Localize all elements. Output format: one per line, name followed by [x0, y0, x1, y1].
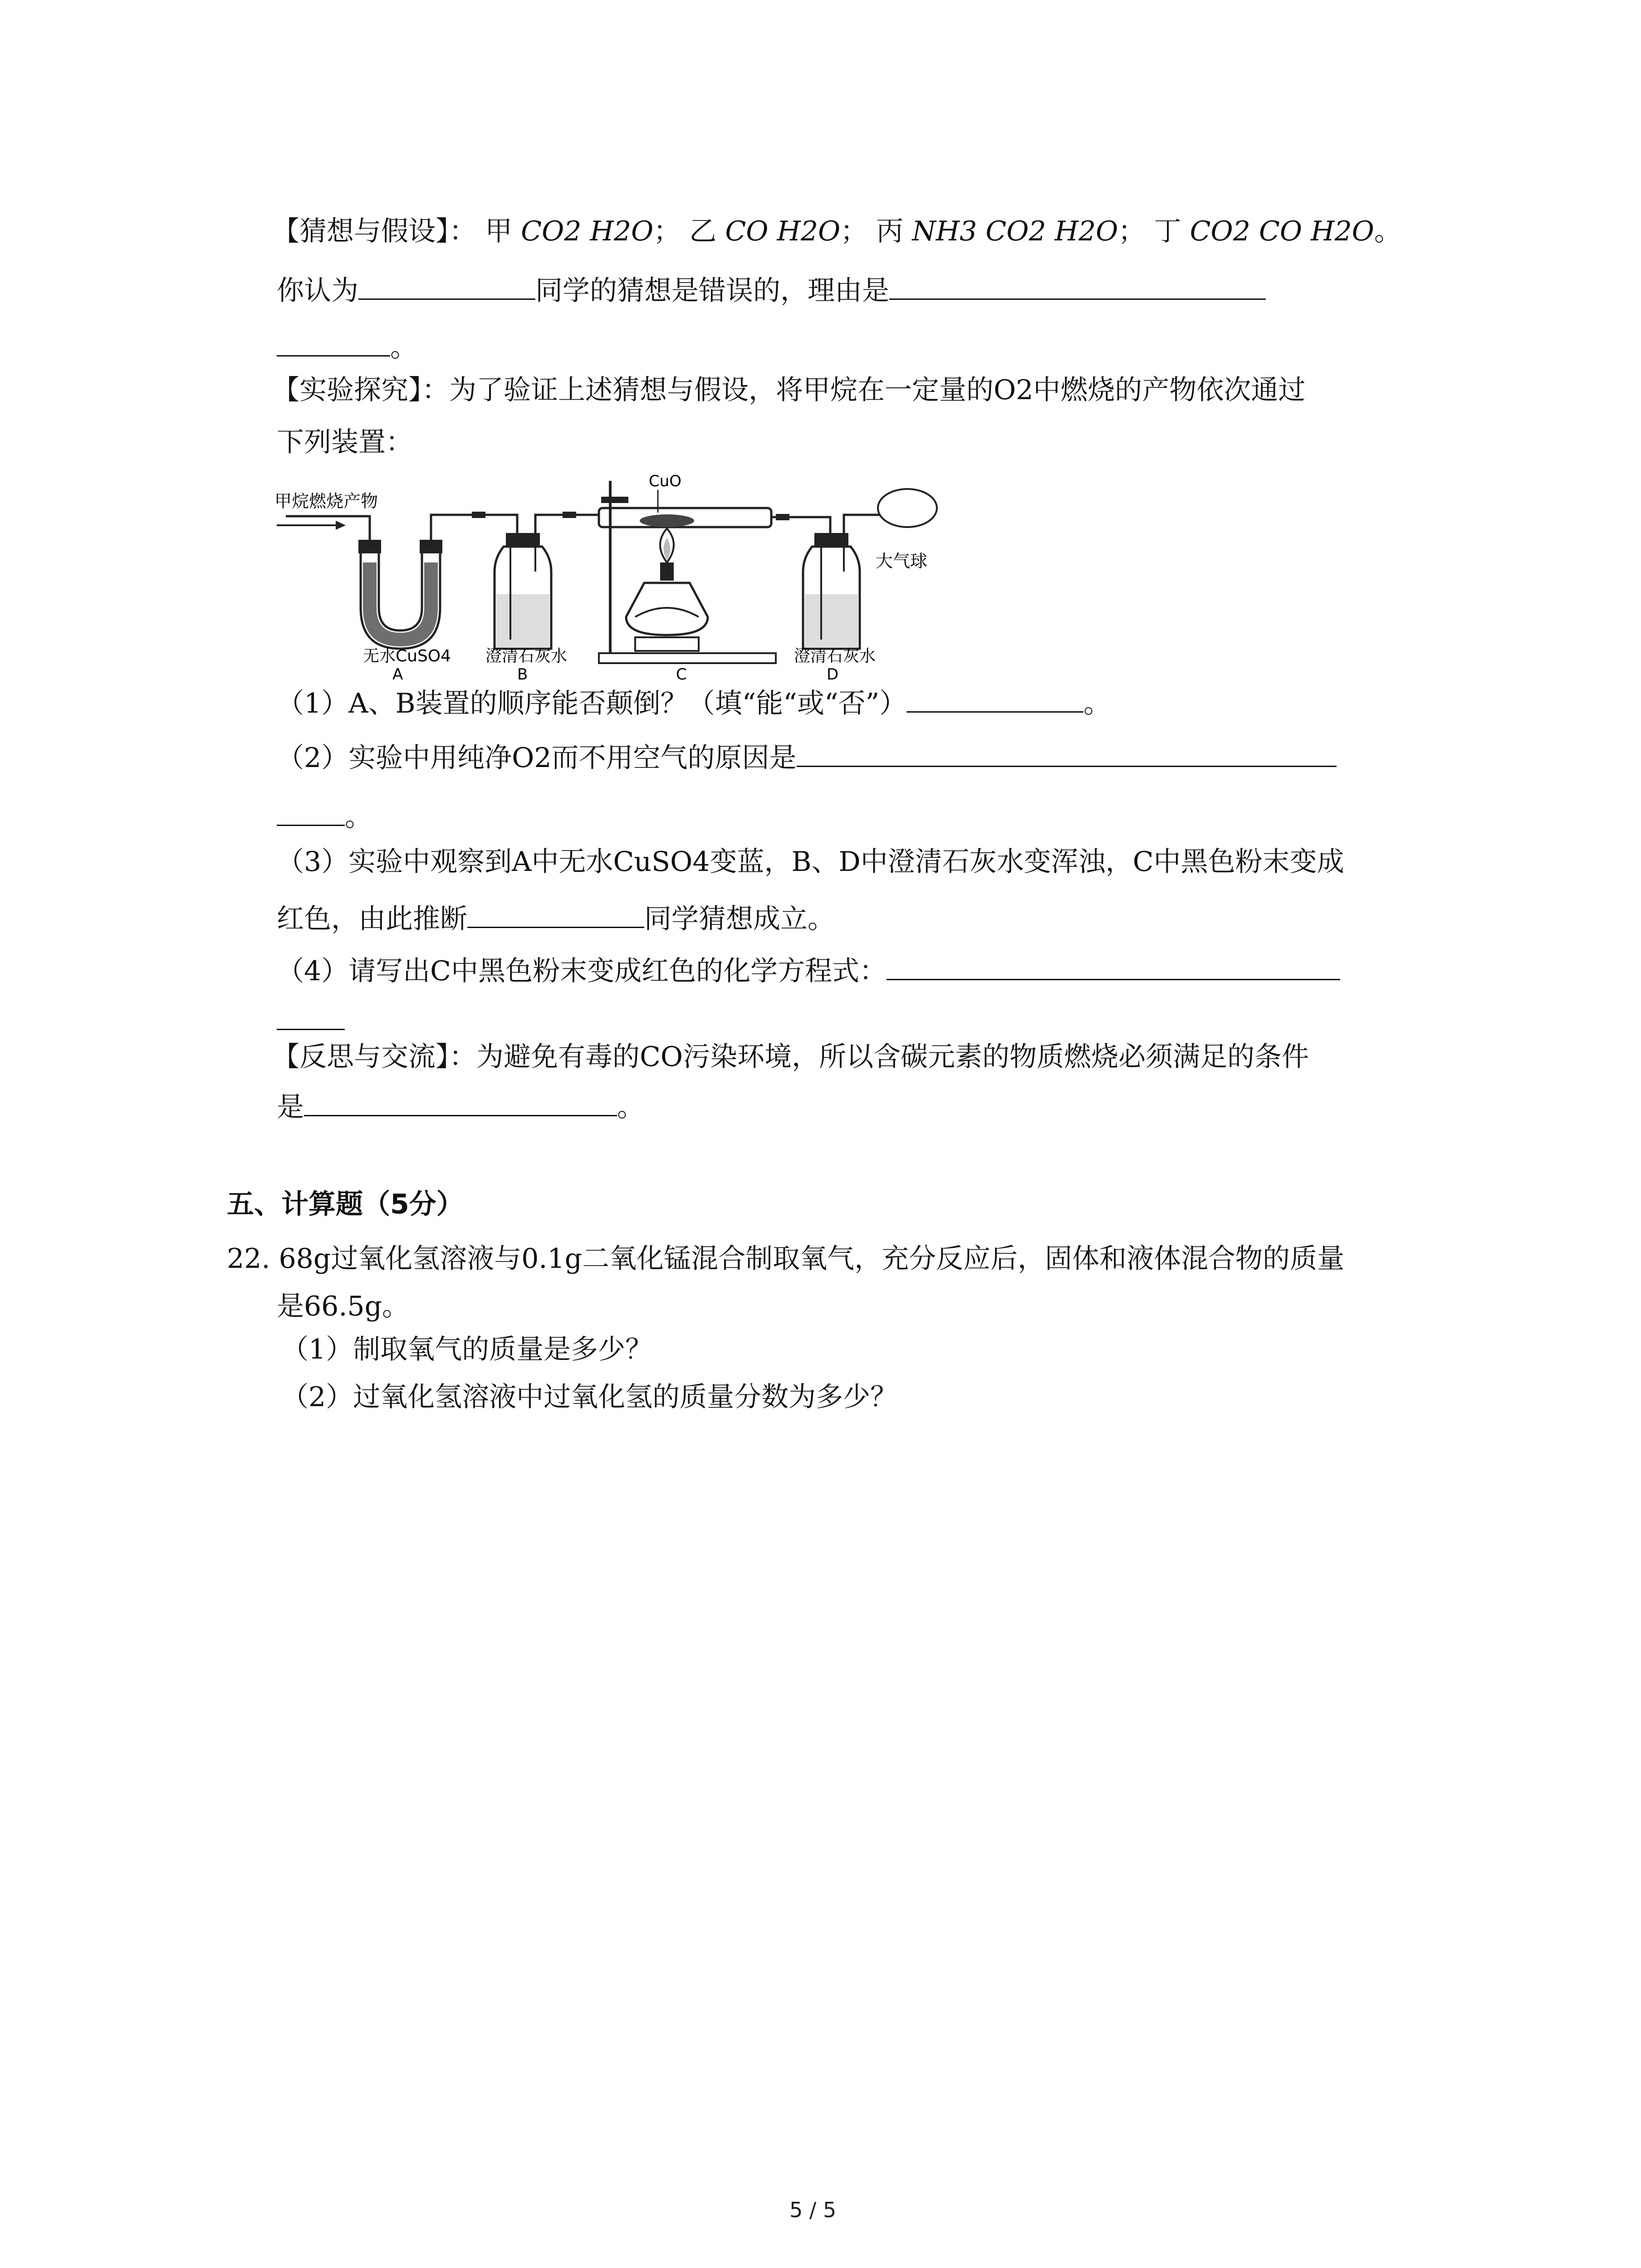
reflection-line-2 [277, 1089, 644, 1125]
answer-blank-q2-cont[interactable] [277, 798, 345, 826]
question-4 [277, 953, 1340, 989]
question-1-end: 。 [1083, 688, 1111, 719]
question-2-cont [277, 798, 372, 835]
question-2-end: 。 [345, 801, 372, 833]
experiment-heading-2: 下列装置： [277, 426, 413, 458]
question-3-b-text: 红色，由此推断 [277, 903, 467, 935]
bottle-d [803, 533, 860, 649]
question-4-cont [277, 1002, 345, 1039]
letter-a: A [392, 665, 403, 684]
question-3-b [277, 900, 835, 937]
apparatus-diagram [272, 472, 944, 685]
question-1-text: （1）A、B装置的顺序能否颠倒？（填“能“或“否”） [277, 688, 907, 719]
answer-blank-reason[interactable] [889, 272, 1266, 300]
answer-blank-reason-cont[interactable] [277, 329, 390, 357]
hypothesis-jia-label: 甲 [485, 215, 513, 247]
hypothesis-question-mid: 同学的猜想是错误的，理由是 [535, 275, 889, 307]
problem-22-sub-1: （1）制取氧气的质量是多少？ [281, 1334, 653, 1365]
hypothesis-end: 。 [1374, 215, 1401, 247]
reflection-end: 。 [617, 1091, 644, 1123]
hypothesis-bing-label: 丙 [876, 215, 904, 247]
answer-blank-q3[interactable] [467, 900, 644, 928]
inlet-label: 甲烷燃烧产物 [274, 491, 378, 511]
hypothesis-question-prefix: 你认为 [277, 275, 358, 307]
question-3-c-text: 同学猜想成立。 [644, 903, 835, 935]
question-1 [277, 685, 1111, 722]
hypothesis-heading: 【猜想与假设】： [272, 215, 476, 247]
hypothesis-line: 【猜想与假设】： 甲 CO2 H2O； 乙 CO H2O； 丙 NH3 CO2 H2O； 丁 CO2 CO H2O。 [272, 215, 1401, 247]
apparatus-c [599, 472, 776, 663]
answer-blank-reflection[interactable] [304, 1089, 617, 1116]
problem-22-line-a: 22. 68g过氧化氢溶液与0.1g二氧化锰混合制取氧气，充分反应后，固体和液体混合物的质量 [227, 1243, 1345, 1275]
u-tube-a [358, 540, 442, 649]
question-2-text: （2）实验中用纯净O2而不用空气的原因是 [277, 742, 797, 774]
letter-b: B [517, 665, 528, 684]
reagent-b: 澄清石灰水 [485, 647, 568, 665]
hypothesis-yi-formula: CO H2O [725, 215, 841, 247]
hypothesis-ding-formula: CO2 CO H2O [1190, 215, 1374, 247]
section-5-heading: 五、计算题（5分） [227, 1188, 464, 1220]
cuo-label: CuO [649, 472, 682, 490]
letter-c: C [676, 665, 687, 684]
reflection-line-2-text: 是 [277, 1091, 304, 1123]
problem-22-line-b: 是66.5g。 [277, 1290, 410, 1322]
hypothesis-question-cont [277, 329, 417, 366]
experiment-heading: 【实验探究】：为了验证上述猜想与假设，将甲烷在一定量的O2中燃烧的产物依次通过 [272, 374, 1306, 406]
page-number: 5 / 5 [789, 2198, 837, 2222]
answer-blank-q4-cont[interactable] [277, 1002, 345, 1030]
question-3-a: （3）实验中观察到A中无水CuSO4变蓝，B、D中澄清石灰水变浑浊，C中黑色粉末变成 [277, 846, 1344, 878]
hypothesis-question-end: 。 [390, 332, 417, 363]
reagent-d: 澄清石灰水 [794, 647, 876, 665]
answer-blank-q1[interactable] [906, 685, 1083, 713]
reagent-a: 无水CuSO4 [363, 647, 451, 665]
hypothesis-bing-formula: NH3 CO2 H2O [912, 215, 1118, 247]
hypothesis-question-line [277, 272, 1266, 309]
question-4-text: （4）请写出C中黑色粉末变成红色的化学方程式： [277, 955, 887, 987]
answer-blank-q4[interactable] [887, 953, 1340, 980]
hypothesis-jia-formula: CO2 H2O [521, 215, 654, 247]
inlet-arrow-icon [277, 521, 346, 530]
letter-d: D [827, 665, 839, 684]
hypothesis-yi-label: 乙 [689, 215, 717, 247]
balloon-label: 大气球 [876, 551, 928, 571]
balloon [878, 489, 937, 527]
hypothesis-ding-label: 丁 [1154, 215, 1181, 247]
reflection-line-1: 【反思与交流】：为避免有毒的CO污染环境，所以含碳元素的物质燃烧必须满足的条件 [272, 1041, 1309, 1073]
answer-blank-wrong-student[interactable] [358, 272, 535, 300]
bottle-b [495, 533, 551, 649]
problem-22-sub-2: （2）过氧化氢溶液中过氧化氢的质量分数为多少？ [281, 1381, 898, 1413]
question-2 [277, 739, 1337, 776]
answer-blank-q2[interactable] [797, 739, 1337, 767]
